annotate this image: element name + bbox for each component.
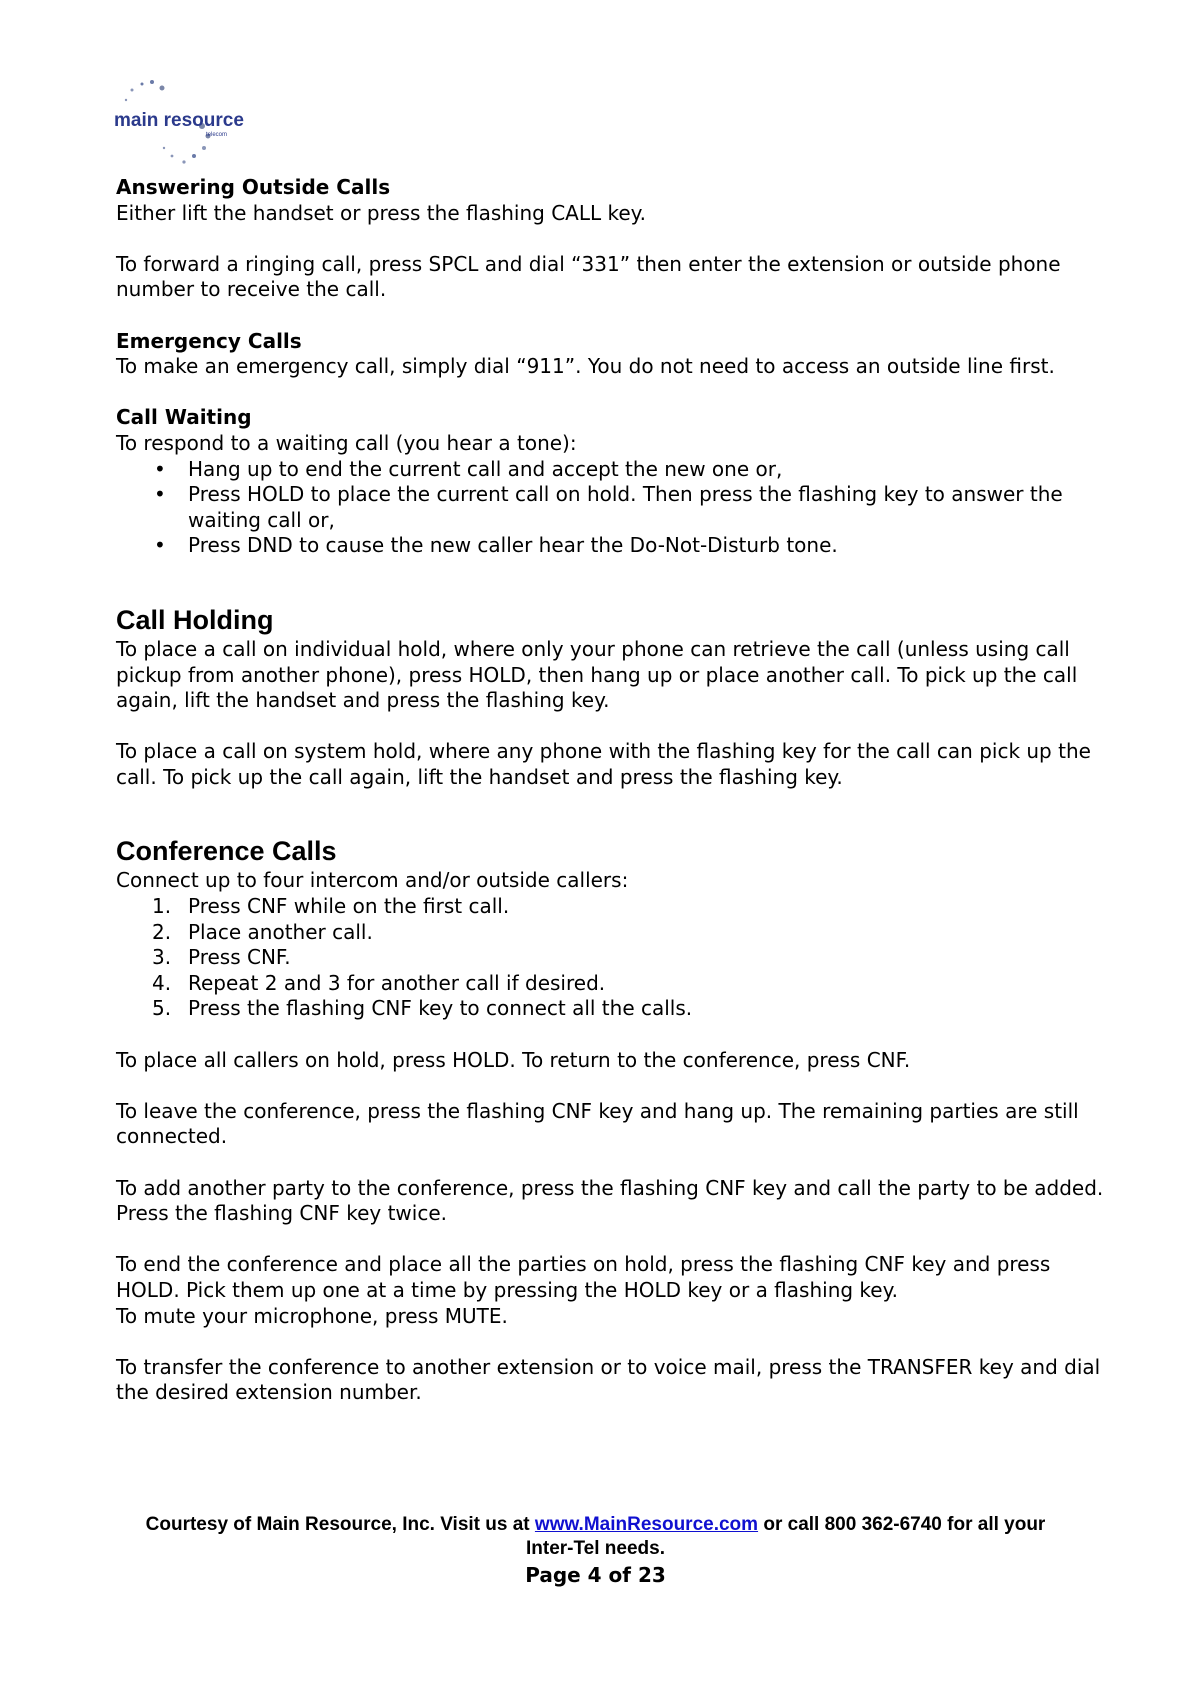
page-footer	[0, 1513, 1191, 1589]
footer-line-2: Inter-Tel needs.	[525, 1538, 665, 1559]
numbered-list	[116, 894, 1116, 1022]
paragraph: To end the conference and place all the parties on hold, press the flashing CNF key and press HOLD. Pick them up one at a time by pressing the HOLD key or a flashing key.	[116, 1252, 1051, 1302]
section-title-call-holding: Call Holding	[116, 604, 274, 635]
list-item: • Press HOLD to place the current call on hold. Then press the flashing key to answer the waiting call or,	[116, 482, 1116, 533]
logo-text: main resource	[114, 110, 244, 131]
list-item	[116, 971, 1116, 997]
paragraph: To place all callers on hold, press HOLD. To return to the conference, press CNF.	[116, 1047, 911, 1072]
paragraph: To add another party to the conference, press the flashing CNF key and call the party to be added. Press the flashing CNF key twice.	[116, 1175, 1104, 1226]
list-item: • Hang up to end the current call and accept the new one or,	[116, 457, 1116, 483]
page-content	[116, 175, 1116, 1406]
bullet-list	[116, 457, 1116, 559]
list-item: • Press DND to cause the new caller hear the Do-Not-Disturb tone.	[116, 533, 1116, 559]
list-text: Repeat 2 and 3 for another call if desired.	[188, 970, 606, 995]
list-number: 1.	[152, 894, 172, 919]
list-text: Press CNF while on the first call.	[188, 894, 510, 919]
paragraph: To mute your microphone, press MUTE.	[116, 1303, 508, 1328]
logo-subtext: telecom	[206, 132, 228, 138]
paragraph: To respond to a waiting call (you hear a tone):	[116, 430, 577, 455]
paragraph: To place a call on system hold, where any phone with the flashing key for the call can pick up the call. To pick up the call again, lift the handset and press the flashing key.	[116, 739, 1091, 789]
list-number: 4.	[152, 970, 172, 995]
list-item	[116, 996, 1116, 1022]
paragraph: To forward a ringing call, press SPCL and dial “331” then enter the extension or outside phone number to receive the call.	[116, 251, 1061, 302]
paragraph: To transfer the conference to another extension or to voice mail, press the TRANSFER key and dial the desired extension number.	[116, 1354, 1101, 1405]
footer-courtesy: Courtesy of Main Resource, Inc. Visit us at	[145, 1514, 530, 1535]
paragraph: To place a call on individual hold, where only your phone can retrieve the call (unless using call pickup from another phone), press HOLD, then hang up or place another call. To pick up the call again, lift the handset and press the flashing key.	[116, 636, 1078, 713]
section-title-conference-calls: Conference Calls	[116, 836, 337, 867]
list-text: Place another call.	[188, 919, 373, 944]
paragraph: Either lift the handset or press the flashing CALL key.	[116, 200, 647, 225]
section-heading-emergency: Emergency Calls	[116, 328, 302, 353]
list-number: 5.	[152, 996, 172, 1021]
paragraph: Connect up to four intercom and/or outside callers:	[116, 868, 629, 893]
list-number: 2.	[152, 919, 172, 944]
page-number: Page 4 of 23	[525, 1563, 666, 1587]
list-text: Press the flashing CNF key to connect all the calls.	[188, 996, 693, 1021]
section-heading-answering: Answering Outside Calls	[116, 175, 391, 199]
main-resource-link[interactable]: www.MainResource.com	[534, 1514, 759, 1535]
list-item	[116, 894, 1116, 920]
logo-graphic	[112, 78, 252, 170]
footer-phone: or call 800 362-6740 for all your	[763, 1514, 1046, 1535]
list-number: 3.	[152, 945, 172, 970]
paragraph: To leave the conference, press the flashing CNF key and hang up. The remaining parties are still connected.	[116, 1098, 1079, 1149]
list-item	[116, 945, 1116, 971]
main-resource-logo	[112, 78, 252, 170]
section-heading-call-waiting: Call Waiting	[116, 405, 252, 430]
list-text: Press CNF.	[188, 945, 291, 970]
footer-line	[0, 1513, 1191, 1537]
list-item	[116, 920, 1116, 946]
paragraph: To make an emergency call, simply dial “911”. You do not need to access an outside line first.	[116, 354, 1055, 379]
